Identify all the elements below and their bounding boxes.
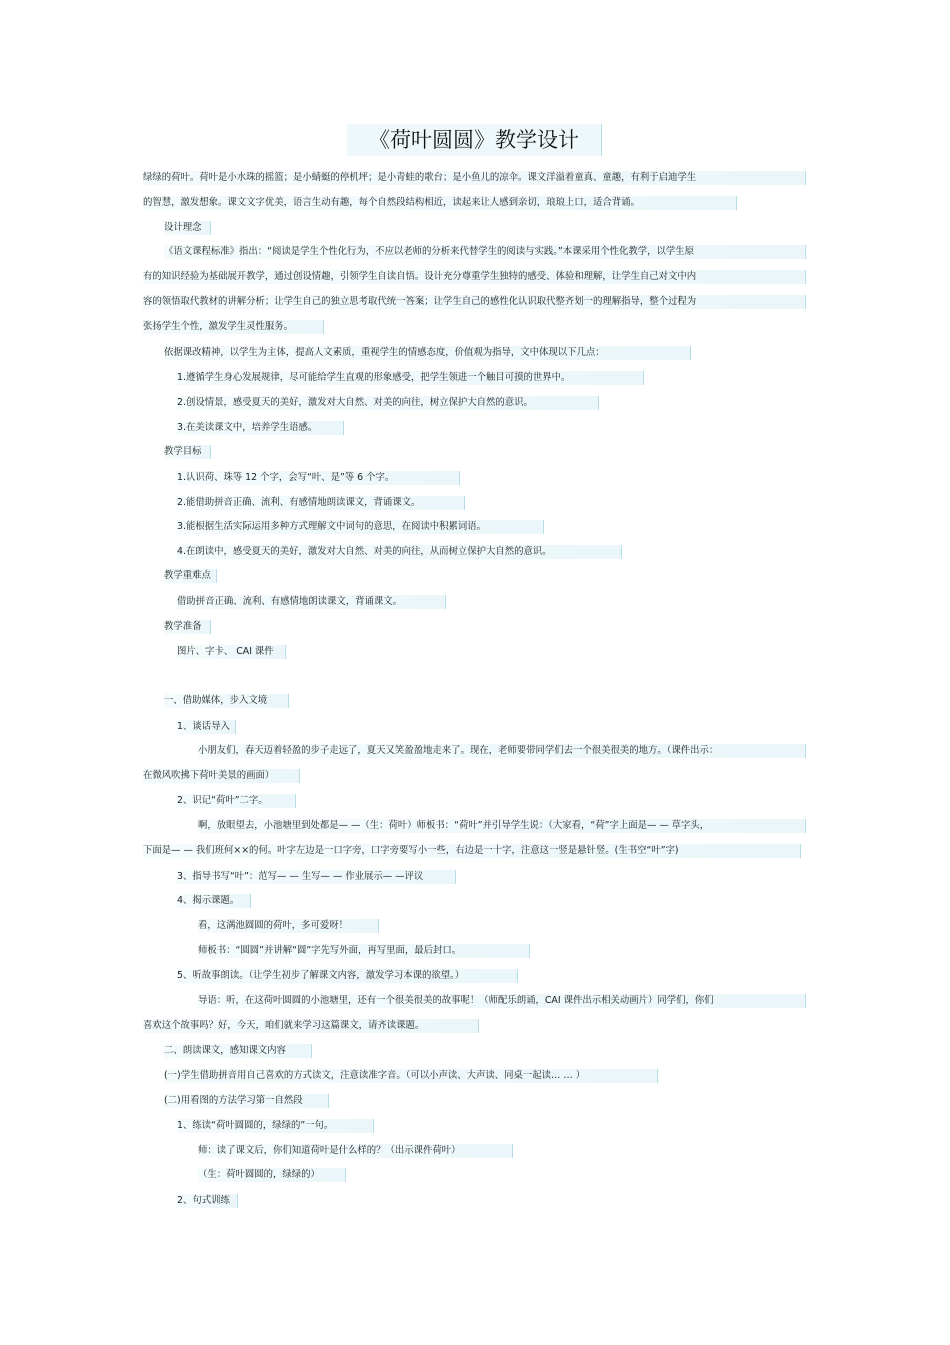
paragraph-line: (一)学生借助拼音用自己喜欢的方式读文，注意读准字音。（可以小声读、大声读、同桌一起读… … ） [164,1069,658,1083]
list-item: 1.遵循学生身心发展规律，尽可能给学生直观的形象感受，把学生领进一个触目可摸的世界中。 [177,371,644,385]
paragraph-line: 依据课改精神，以学生为主体，提高人文素质，重视学生的情感态度，价值观为指导，文中体现以下几点： [164,346,691,360]
subsection-heading: (二)用看图的方法学习第一自然段 [164,1094,329,1108]
section-heading: 二、朗读课文，感知课文内容 [164,1044,312,1058]
paragraph-line: 张扬学生个性，激发学生灵性服务。 [143,320,324,334]
section-heading: 教学准备 [164,620,211,634]
subsection-heading: 4、揭示课题。 [177,894,251,908]
document-title: 《荷叶圆圆》教学设计 [347,124,602,156]
list-item: 3.能根据生活实际运用多种方式理解文中词句的意思，在阅读中积累词语。 [177,520,544,534]
subsection-heading: 5、听故事朗读。（让学生初步了解课文内容，激发学习本课的欲望。） [177,969,518,983]
paragraph-line: 图片、字卡、 CAI 课件 [177,645,286,659]
list-item: 1.认识荷、珠等 12 个字，会写“叶、是”等 6 个字。 [177,471,460,485]
paragraph-line: 《语文课程标准》指出：“阅读是学生个性化行为，不应以老师的分析来代替学生的阅读与实践。”本课采用个性化教学，以学生原 [164,245,806,259]
list-item: 2.创设情景，感受夏天的美好，激发对大自然、对美的向往，树立保护大自然的意识。 [177,396,599,410]
paragraph-line: 啊，放眼望去，小池塘里到处都是— —（生：荷叶）师板书：“荷叶”并引导学生说：（大家看，“荷”字上面是— — 草字头， [198,819,806,833]
list-item: 3.在美读课文中，培养学生语感。 [177,421,344,435]
paragraph-line: 师：读了课文后，你们知道荷叶是什么样的？（出示课件荷叶） [198,1144,513,1158]
subsection-heading: 2、识记“荷叶”二字。 [177,794,296,808]
paragraph-line: 导语：听，在这荷叶圆圆的小池塘里，还有一个很美很美的故事呢！（师配乐朗诵，CAI 课件出示相关动画片）同学们，你们 [198,994,806,1008]
list-item: 4.在朗读中，感受夏天的美好，激发对大自然、对美的向往，从而树立保护大自然的意识。 [177,545,622,559]
paragraph-line: 师板书：“圆圆”并讲解“圆”字先写外面，再写里面，最后封口。 [198,944,530,958]
list-item: 2.能借助拼音正确、流利、有感情地朗读课文，背诵课文。 [177,496,465,510]
paragraph-line: 喜欢这个故事吗？好，今天，咱们就来学习这篇课文，请齐读课题。 [143,1019,479,1033]
paragraph-line: 绿绿的荷叶。荷叶是小水珠的摇篮；是小蜻蜓的停机坪；是小青蛙的歌台；是小鱼儿的凉伞。课文洋溢着童真、童趣，有利于启迪学生 [143,171,806,185]
subsection-heading: 3、指导书写“叶”：范写— — 生写— — 作业展示— —评议 [177,870,456,884]
paragraph-line: 的智慧，激发想象。课文文字优美，语言生动有趣，每个自然段结构相近，读起来让人感到亲切，琅琅上口，适合背诵。 [143,196,737,210]
section-heading: 一、借助媒体，步入文境 [164,694,289,708]
section-heading: 教学重难点 [164,569,217,583]
subsection-heading: 2、句式训练 [177,1194,238,1208]
paragraph-line: 容的领悟取代教材的讲解分析；让学生自己的独立思考取代统一答案；让学生自己的感性化认识取代整齐划一的理解指导，整个过程为 [143,295,806,309]
section-heading: 设计理念 [164,221,211,235]
paragraph-line: 有的知识经验为基础展开教学，通过创设情趣，引领学生自读自悟。设计充分尊重学生独特的感受、体验和理解，让学生自己对文中内 [143,270,806,284]
paragraph-line: 看，这满池圆圆的荷叶，多可爱呀！ [198,919,379,933]
paragraph-line: 借助拼音正确、流利、有感情地朗读课文，背诵课文。 [177,595,446,609]
paragraph-line: 在微风吹拂下荷叶美景的画面） [143,769,300,783]
paragraph-line: 下面是— — 我们班何××的何。叶字左边是一口字旁，口字旁要写小一些，右边是一十字，注意这一竖是悬针竖。(生书空“叶”字) [143,844,801,858]
subsection-heading: 1、谈话导入 [177,720,236,734]
paragraph-line: 小朋友们，春天迈着轻盈的步子走远了，夏天又笑盈盈地走来了。现在，老师要带同学们去一个很美很美的地方。（课件出示： [198,744,806,758]
section-heading: 教学目标 [164,445,211,459]
subsection-heading: 1、练读“荷叶圆圆的，绿绿的”一句。 [177,1119,374,1133]
paragraph-line: （生：荷叶圆圆的，绿绿的） [198,1168,346,1182]
